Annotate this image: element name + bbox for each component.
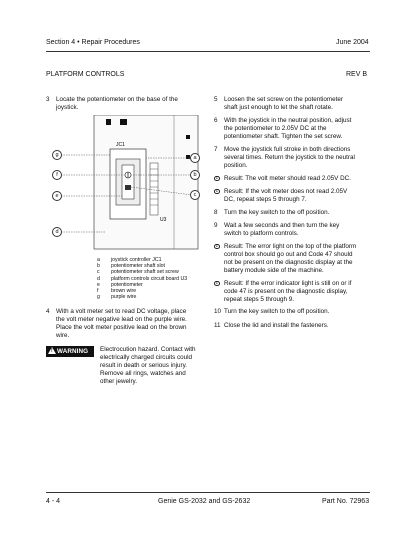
step-line: Wait a few seconds and then turn the key <box>224 222 340 229</box>
warning-line: electrically charged circuits could <box>100 354 193 362</box>
legend-item <box>97 269 207 275</box>
set-screw <box>125 185 131 190</box>
diagram-legend <box>97 257 207 302</box>
step-number: 10 <box>214 308 222 315</box>
result-text <box>224 280 351 304</box>
step-number: 4 <box>46 308 50 315</box>
warning-line: Electrocution hazard. Contact with <box>100 346 196 353</box>
result-line: not be present on the diagnostic display at the <box>224 259 353 267</box>
step-line: Move the joystick full stroke in both directions <box>224 146 351 153</box>
result-text <box>224 188 347 204</box>
step-line: Locate the potentiometer on the base of the <box>56 96 178 103</box>
legend-key: b <box>97 263 100 270</box>
result-text <box>224 243 356 275</box>
legend-text: platform controls circuit board U3 <box>111 275 188 282</box>
step-number: 8 <box>214 209 218 216</box>
step-text <box>224 308 329 316</box>
step-text <box>56 96 178 112</box>
warning-text <box>100 346 210 386</box>
result-icon: ⚬ <box>215 244 219 249</box>
step-line: Turn the key switch to the off position. <box>224 209 330 216</box>
step-line: With a volt meter set to read DC voltage, place <box>56 308 187 315</box>
step-line: Close the lid and install the fasteners. <box>224 322 329 329</box>
step-text <box>56 308 187 340</box>
result-line: Result: If the volt meter does not read 2.05V <box>224 188 348 195</box>
legend-item <box>97 263 207 269</box>
page-number: 4 - 4 <box>46 498 61 505</box>
result-line: Result: The volt meter should read 2.05V DC. <box>224 175 351 182</box>
legend-key: a <box>97 257 100 263</box>
legend-item <box>97 257 207 263</box>
warning-label: WARNING <box>57 348 89 355</box>
result-text <box>224 175 351 183</box>
legend-item <box>97 282 207 288</box>
result-line: Result: If the error indicator light is still on or if <box>224 280 352 287</box>
board-component <box>186 135 190 139</box>
step-line: switch to platform controls. <box>224 230 299 238</box>
step-line: the volt meter negative lead on the purple wire. <box>56 316 187 324</box>
callout-a: a <box>190 153 200 163</box>
board-component <box>120 119 127 125</box>
legend-key: e <box>97 281 100 288</box>
step-line: the potentiometer to 2.05V DC at the <box>224 125 327 133</box>
result-line: control box should go out and Code 47 should <box>224 251 353 259</box>
legend-text: potentiometer <box>111 281 143 288</box>
footer-rule <box>46 492 370 493</box>
u3-label: U3 <box>160 217 167 223</box>
page-title: PLATFORM CONTROLS <box>46 71 125 78</box>
step-number: 11 <box>214 322 221 329</box>
step-text <box>224 222 339 238</box>
header-date: June 2004 <box>336 39 369 46</box>
step-line: shaft just enough to let the shaft rotate. <box>224 104 333 112</box>
step-line: potentiometer shaft. Tighten the set screw. <box>224 133 343 141</box>
legend-key: f <box>97 288 99 294</box>
warning-badge <box>46 346 94 357</box>
step-number: 6 <box>214 117 218 124</box>
legend-text: purple wire <box>111 294 137 301</box>
step-number: 3 <box>46 96 50 103</box>
result-line: DC, repeat steps 5 through 7. <box>224 196 307 204</box>
step-text <box>224 146 355 170</box>
result-line: Result: The error light on the top of the platform <box>224 243 357 250</box>
step-line: joystick. <box>56 104 79 112</box>
step-line: several times. Return the joystick to the neutral <box>224 154 355 162</box>
board-component <box>106 119 111 125</box>
legend-text: potentiometer shaft set screw <box>111 269 179 276</box>
section-title: Section 4 • Repair Procedures <box>46 39 140 46</box>
callout-c: c <box>190 190 200 200</box>
step-line: Loosen the set screw on the potentiometer <box>224 96 344 103</box>
potentiometer-diagram <box>46 115 206 250</box>
revision-label: REV B <box>346 71 368 78</box>
callout-g: g <box>52 150 62 160</box>
result-icon: ⚬ <box>215 281 219 286</box>
legend-item <box>97 276 207 282</box>
step-line: With the joystick in the neutral position, adjust <box>224 117 352 124</box>
step-number: 5 <box>214 96 218 103</box>
callout-d: d <box>52 227 62 237</box>
step-line: wire. <box>56 332 70 340</box>
legend-text: potentiometer shaft slot <box>111 263 165 270</box>
potentiometer-housing <box>122 165 134 199</box>
result-line: repeat steps 5 through 9. <box>224 296 295 304</box>
warning-line: Remove all rings, watches and <box>100 370 186 378</box>
result-icon: ⚬ <box>215 189 219 194</box>
step-number: 9 <box>214 222 218 229</box>
part-number: Part No. 72963 <box>322 498 370 505</box>
step-text <box>224 322 329 330</box>
legend-key: g <box>97 294 100 301</box>
legend-text: joystick controller JC1 <box>111 257 162 263</box>
model-name: Genie GS-2032 and GS-2632 <box>158 498 251 505</box>
step-text <box>224 209 329 217</box>
legend-text: brown wire <box>111 288 137 294</box>
step-number: 7 <box>214 146 218 153</box>
warning-line: other jewelry. <box>100 378 137 386</box>
connector-strip <box>150 163 158 215</box>
warning-line: result in death or serious injury. <box>100 362 188 370</box>
header-rule <box>46 51 370 52</box>
callout-f: f <box>52 170 62 180</box>
warning-triangle-icon: ! <box>48 347 56 354</box>
step-line: Place the volt meter positive lead on the brown <box>56 324 187 332</box>
legend-key: c <box>97 269 100 276</box>
result-line: battery module side of the machine. <box>224 267 324 275</box>
callout-e: e <box>52 191 62 201</box>
legend-item <box>97 294 207 300</box>
legend-key: d <box>97 275 100 282</box>
result-line: code 47 is present on the diagnostic display, <box>224 288 348 296</box>
step-line: position. <box>224 162 248 170</box>
jc1-label: JC1 <box>116 142 125 148</box>
step-line: Turn the key switch to the off position. <box>224 308 330 315</box>
result-icon: ⚬ <box>215 176 219 181</box>
step-text <box>224 117 351 141</box>
step-text <box>224 96 343 112</box>
callout-b: b <box>190 170 200 180</box>
legend-item <box>97 288 207 294</box>
